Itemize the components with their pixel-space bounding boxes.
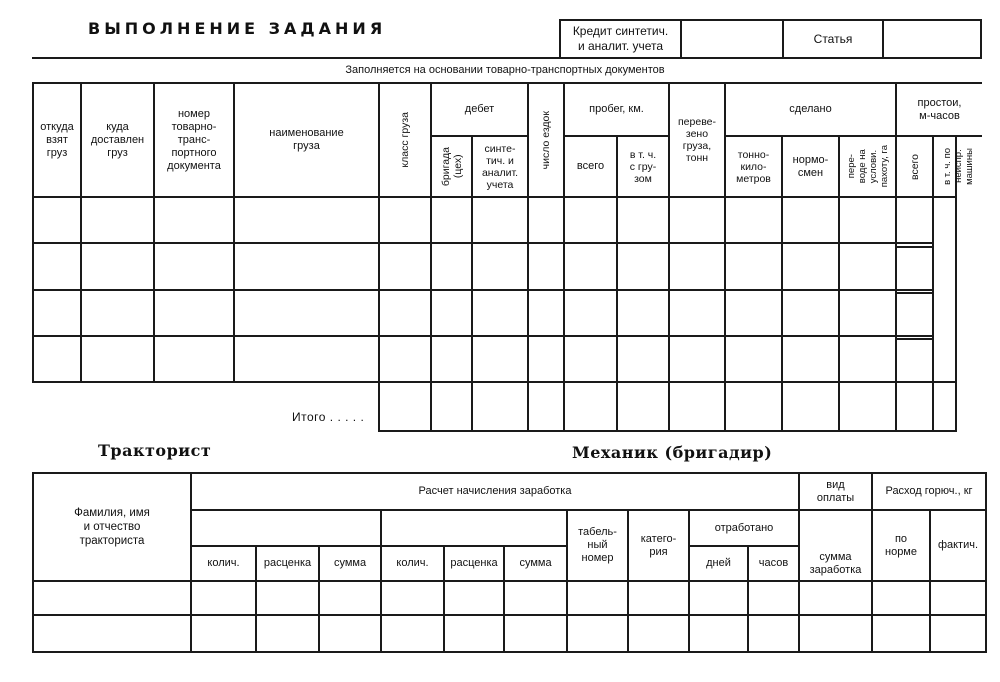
header-idle-total-text: всего — [908, 153, 921, 180]
header-conversion-text: пере- воде на услови. пахоту, га — [845, 145, 890, 188]
header-trips — [529, 84, 563, 196]
mechanic-signature-label: Механик (бригадир) — [572, 443, 773, 462]
header-rate-1: расценка — [263, 557, 312, 569]
header-brigade-text: бригада (цех) — [439, 146, 464, 187]
header-pay-type: вид оплаты — [816, 478, 855, 504]
header-transported: переве- зено груза, тонн — [677, 116, 716, 164]
header-idle-total — [897, 137, 932, 196]
header-rate-2: расценка — [450, 557, 498, 569]
header-pay-sum: сумма заработка — [809, 550, 862, 576]
top-table-data-area[interactable] — [34, 198, 932, 381]
header-idle-faulty — [934, 137, 982, 196]
header-mileage-with-cargo: в т. ч. с гру- зом — [629, 148, 657, 185]
header-qty-1: колич. — [207, 557, 240, 569]
total-label: Итого . . . . . — [292, 410, 365, 424]
credit-value-cell[interactable] — [682, 21, 780, 57]
header-actual: фактич. — [937, 539, 979, 551]
bottom-table-data-area[interactable] — [34, 582, 985, 651]
header-trips-text: число ездок — [540, 110, 552, 170]
header-tab-number: табель- ный номер — [578, 526, 617, 564]
header-norm-shifts: нормо- смен — [792, 153, 829, 179]
header-debit: дебет — [464, 103, 495, 115]
header-cargo-class-text: класс груза — [399, 112, 411, 168]
header-pay-calc: Расчет начисления заработка — [418, 485, 572, 497]
form-subtitle: Заполняется на основании товарно-транспортных документов — [345, 63, 665, 76]
header-category: катего- рия — [640, 532, 677, 558]
credit-label: Кредит синтетич. и аналит. учета — [572, 24, 669, 53]
form-title: ВЫПОЛНЕНИЕ ЗАДАНИЯ — [88, 19, 387, 38]
article-label: Статья — [813, 31, 853, 46]
header-ton-km: тонно- кило- метров — [736, 148, 771, 185]
top-table-total-row[interactable] — [380, 383, 955, 430]
tractorist-signature-label: Тракторист — [98, 441, 212, 460]
header-conversion — [840, 137, 895, 196]
header-by-norm: по норме — [885, 532, 917, 558]
header-sum-1: сумма — [333, 557, 367, 569]
header-from: откуда взят груз — [40, 120, 74, 159]
header-idle: простои, м-часов — [917, 96, 962, 122]
header-mileage-total: всего — [576, 160, 605, 172]
article-value-cell[interactable] — [884, 21, 980, 57]
header-sum-2: сумма — [519, 557, 552, 569]
header-hours: часов — [758, 557, 789, 569]
header-mileage: пробег, км. — [589, 103, 644, 115]
header-done: сделано — [789, 103, 832, 115]
header-cargo-name: наименование груза — [269, 127, 344, 152]
header-brigade — [432, 137, 471, 196]
header-to: куда доставлен груз — [90, 120, 145, 159]
header-fio: Фамилия, имя и отчество тракториста — [74, 507, 150, 547]
header-worked: отработано — [714, 521, 774, 534]
header-idle-faulty-text: в т. ч. по неиспр. машины — [941, 148, 975, 185]
header-days: дней — [706, 557, 731, 569]
header-qty-2: колич. — [396, 557, 429, 569]
header-doc-number: номер товарно- транс- портного документа — [167, 107, 221, 172]
header-fuel: Расход горюч., кг — [885, 485, 973, 497]
header-cargo-class — [380, 84, 430, 196]
header-synth-acc: синте- тич. и аналит. учета — [481, 142, 519, 191]
